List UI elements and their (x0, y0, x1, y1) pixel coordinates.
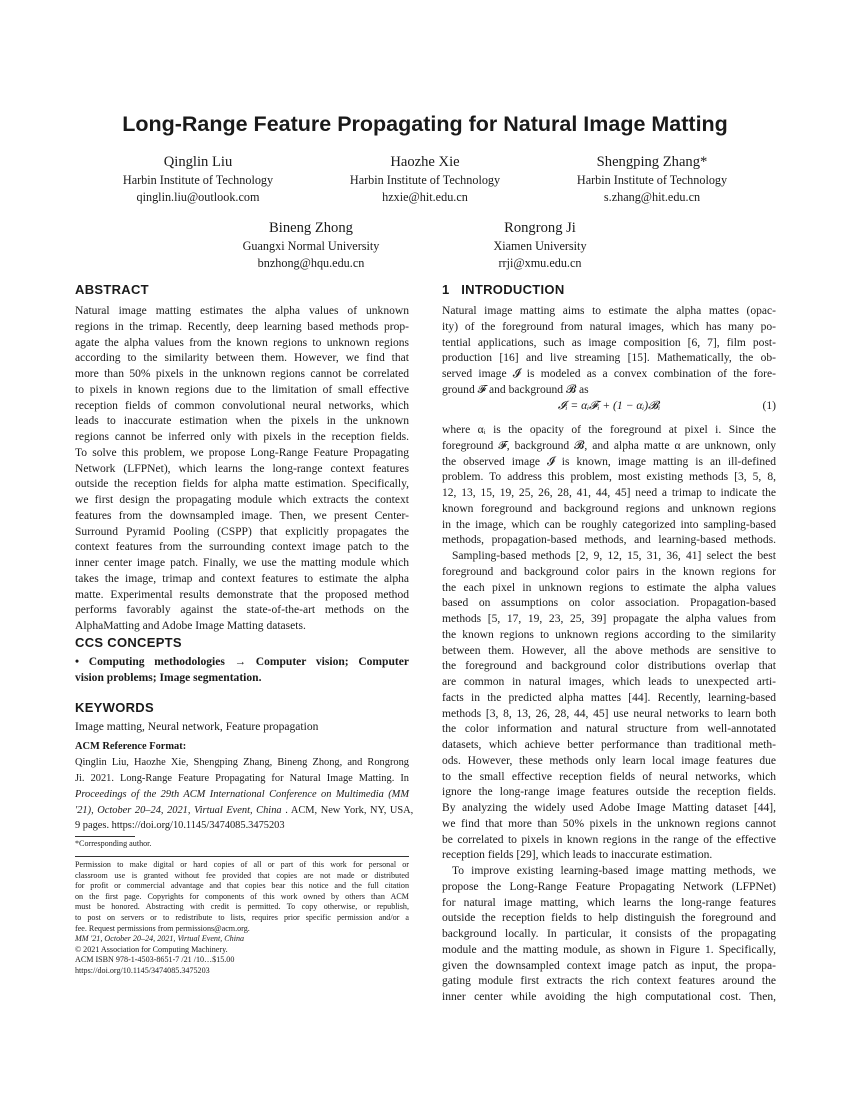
isbn: ACM ISBN 978-1-4503-8651-7 /21 /10…$15.00 (75, 955, 235, 965)
author-block (532, 153, 772, 205)
text-line: we first design the propagating module which extracts the context (75, 494, 409, 506)
text-line: module and the matting module, as shown in Figure 1. Specifically, (442, 943, 776, 956)
text-line: to post on servers or to redistribute to lists, requires prior specific permission and/or a (75, 912, 409, 922)
text-line: problem. To address this problem, most existing methods [3, 5, 8, (442, 471, 776, 484)
author-affiliation: Harbin Institute of Technology (349, 173, 501, 187)
text-line: known foreground and background regions and unknown regions (442, 502, 776, 515)
text-line: must be honored. Abstracting with credit is permitted. To copy otherwise, or republish, (75, 902, 409, 912)
text-line: To solve this problem, we propose Long-Range Feature Propagating (75, 446, 409, 459)
doi-link[interactable]: https://doi.org/10.1145/3474085.3475203 (75, 965, 210, 975)
text-line: To improve existing learning-based image matting methods, we (452, 865, 776, 877)
text-line: foreground and background color pairs in the known regions for (442, 565, 776, 578)
footnote: *Corresponding author. (75, 839, 152, 848)
equation-number: (1) (762, 399, 776, 412)
text-line: methods [3, 8, 13, 26, 28, 44, 45] use neural networks to learn both (442, 707, 776, 720)
text-line: more than 50% pixels in the unknown regions cannot be correlated (75, 368, 409, 380)
reference-heading: ACM Reference Format: (75, 741, 187, 752)
text-line: to pixels in known regions due to the limitation of small effective (75, 383, 409, 396)
equation-formula: 𝓘ᵢ = αᵢ𝓕ᵢ + (1 − αᵢ)𝓑ᵢ (557, 399, 661, 412)
text-line: outside the reception fields for alpha matte estimation. Specifically, (75, 478, 409, 491)
paper-title: Long-Range Feature Propagating for Natural Image Matting (122, 112, 728, 136)
text-line: Qinglin Liu, Haozhe Xie, Shengping Zhang, Bineng Zhong, and Rongrong (75, 756, 409, 768)
text-line: fee. Request permissions from permissions@acm.org. (75, 923, 250, 933)
author-name: Rongrong Ji (504, 220, 576, 236)
author-email: bnzhong@hqu.edu.cn (257, 255, 365, 270)
text-line: context features from the surrounding context image patch to the (75, 541, 409, 554)
text-line: 9 pages. https://doi.org/10.1145/3474085.3475203 (75, 820, 285, 832)
text-line: By analyzing the widely used Adobe Image Matting dataset [44], (442, 802, 776, 814)
text-line: classroom use is granted without fee provided that copies are not made or distributed (75, 870, 409, 880)
text-line: Permission to make digital or hard copies of all or part of this work for personal or (75, 860, 409, 869)
author-email: s.zhang@hit.edu.cn (603, 189, 701, 204)
text-line: Network (LFPNet), which learns the long-range context features (75, 462, 409, 475)
footnote-rule (75, 836, 135, 837)
text-line: ground 𝓕 and background 𝓑 as (442, 383, 589, 396)
text-line: leads to inaccurate estimation when the pixels in the unknown (75, 415, 409, 428)
text-line: on the first page. Copyrights for components of this work owned by others than ACM (75, 891, 409, 901)
keywords-heading: KEYWORDS (75, 700, 154, 715)
text-line: the observed image 𝓘 is known, image matting is an ill-defined (442, 455, 776, 468)
text-line: are common in natural images, which leads to unexpected arti- (442, 676, 776, 688)
text-line: served image 𝓘 is modeled as a convex combination of the fore- (442, 368, 776, 380)
text-line: the color information and natural structure from well-annotated (442, 723, 776, 736)
text-line: methods [5, 17, 19, 23, 25, 39] propagate the alpha values from (442, 613, 776, 625)
author-email: hzxie@hit.edu.cn (382, 189, 468, 204)
text-line: outside the reception fields to help distinguish the foreground and (442, 912, 776, 925)
author-name: Qinglin Liu (163, 154, 233, 170)
text-line: background locally. In particular, it consists of the propagating (442, 928, 776, 940)
text-line: we find that more than 50% pixels in the unknown regions cannot (442, 817, 776, 830)
text-line: tential applications, such as image composition [6, 7], film post- (442, 336, 776, 349)
text-line: inner center while avoiding the high computational cost. Then, (442, 991, 776, 1003)
author-block (420, 219, 660, 271)
author-name: Haozhe Xie (390, 154, 460, 170)
ccs-heading: CCS CONCEPTS (75, 635, 182, 650)
author-email: qinglin.liu@outlook.com (136, 189, 260, 204)
introduction-heading: 1 INTRODUCTION (442, 282, 565, 297)
text-line: the foreground and background color distributions overlap that (442, 660, 776, 673)
text-line: gating module first extracts the rich context features around the (442, 975, 776, 988)
text-line: in the image, which can be roughly categorized into sampling-based (442, 518, 776, 531)
text-line: Natural image matting estimates the alpha values of unknown (75, 305, 409, 317)
text-line: regions in the trimap. Recently, deep learning based methods prop- (75, 320, 409, 333)
keywords-text: Image matting, Neural network, Feature propagation (75, 721, 319, 733)
author-block (191, 219, 431, 271)
text-line: ods. However, these methods only learn local image features due (442, 754, 776, 767)
author-block (78, 153, 318, 205)
text-line: agate the alpha values from the known regions to unknown regions (75, 336, 409, 349)
text-line: regions cannot be inferred only with pixels in the reception fields. (75, 431, 409, 443)
text-line: vision problems; Image segmentation. (75, 671, 262, 684)
text-line: according to the similarity between them. However, we find that (75, 352, 409, 365)
text-line: • Computing methodologies → Computer vision; Computer (75, 656, 409, 668)
text-line: ignore the long-range image features outside the reception fields. (442, 786, 776, 799)
text-line: datasets, which achieve better performance than traditional meth- (442, 739, 776, 751)
text-line: Ji. 2021. Long-Range Feature Propagating for Natural Image Matting. In (75, 772, 409, 784)
text-line: the known regions to unknown regions according to the similarity (442, 628, 776, 641)
author-affiliation: Xiamen University (493, 239, 587, 253)
author-email: rrji@xmu.edu.cn (498, 255, 582, 270)
text-line: facts in the predicted alpha mattes [44]. Recently, learning-based (442, 691, 776, 704)
text-line: features from the downsampled image. Then, we present Center- (75, 509, 409, 522)
copyright: © 2021 Association for Computing Machinery. (75, 944, 228, 954)
text-line: based on assumptions on color association. Propagation-based (442, 597, 776, 610)
acm-reference (75, 739, 414, 834)
text-line: given the downsampled context image patch as input, the propa- (442, 959, 776, 972)
author-name: Shengping Zhang* (596, 154, 708, 170)
text-line: be correlated to pixels in known regions in the range of the effective (442, 833, 776, 846)
text-line: between them. However, all the above methods are sensitive to (442, 644, 776, 657)
venue-italic: '21), October 20–24, 2021, Virtual Event, China (75, 804, 282, 816)
author-block (305, 153, 545, 205)
text-line: Surround Pyramid Pooling (CSPP) that explicitly propagates the (75, 525, 409, 538)
text-line (75, 803, 414, 819)
text-line: takes the image, trimap and context features to estimate the alpha (75, 572, 409, 585)
intro-paragraph (442, 304, 776, 399)
author-affiliation: Harbin Institute of Technology (122, 173, 274, 187)
text-line: foreground 𝓕, background 𝓑, and alpha matte α are unknown, only (442, 439, 776, 452)
text-line: matte. Experimental results demonstrate that the proposed method (75, 588, 409, 601)
text-line: the each pixel in unknown regions to estimate the alpha values (442, 581, 776, 594)
abstract-body (75, 304, 409, 635)
text-line: for profit or commercial advantage and that copies bear this notice and the full citation (75, 881, 409, 891)
text-line: ity) of the foreground from natural images, which has many po- (442, 320, 776, 333)
permission-rule (75, 856, 409, 857)
text-line: AlphaMatting and Adobe Image Matting datasets. (75, 620, 306, 632)
text-line: methods, propagation-based methods, and learning-based methods. (442, 534, 776, 547)
author-affiliation: Guangxi Normal University (242, 239, 380, 253)
text-line: Sampling-based methods [2, 9, 12, 15, 31, 36, 41] select the best (452, 550, 776, 562)
text-line: to the small effective reception fields of neural networks, which (442, 770, 776, 783)
permission-block (75, 860, 409, 934)
text-line: inner center image patch. Finally, we use the matting module which (75, 557, 409, 569)
abstract-heading: ABSTRACT (75, 282, 149, 297)
text-line: Proceedings of the 29th ACM International Conference on Multimedia (MM (75, 788, 409, 800)
intro-body (442, 423, 776, 1006)
text-line: where αᵢ is the opacity of the foreground at pixel i. Since the (442, 424, 776, 436)
text-line: reception fields [29], which leads to inaccurate estimation. (442, 849, 713, 862)
text-line: performs favorably against the state-of-the-art methods on the (75, 604, 409, 617)
text-line: propose the Long-Range Feature Propagating Network (LFPNet) (442, 880, 776, 893)
text-line: 12, 13, 15, 19, 25, 26, 28, 41, 44, 45] need a trimap to indicate the (442, 487, 776, 499)
text-line: for natural image matting, which learns the long-range features (442, 896, 776, 909)
author-affiliation: Harbin Institute of Technology (576, 173, 728, 187)
ccs-concepts (75, 655, 409, 687)
text-line: production [16] and live streaming [15]. Mathematically, the ob- (442, 352, 776, 365)
text-line: reception fields of common convolutional neural networks, which (75, 399, 409, 412)
publisher: . ACM, New York, NY, USA, (285, 804, 414, 816)
publication-info (75, 934, 409, 976)
author-name: Bineng Zhong (269, 220, 353, 236)
text-line: Natural image matting aims to estimate the alpha mattes (opac- (442, 305, 776, 317)
venue: MM '21, October 20–24, 2021, Virtual Event, China (75, 934, 245, 943)
